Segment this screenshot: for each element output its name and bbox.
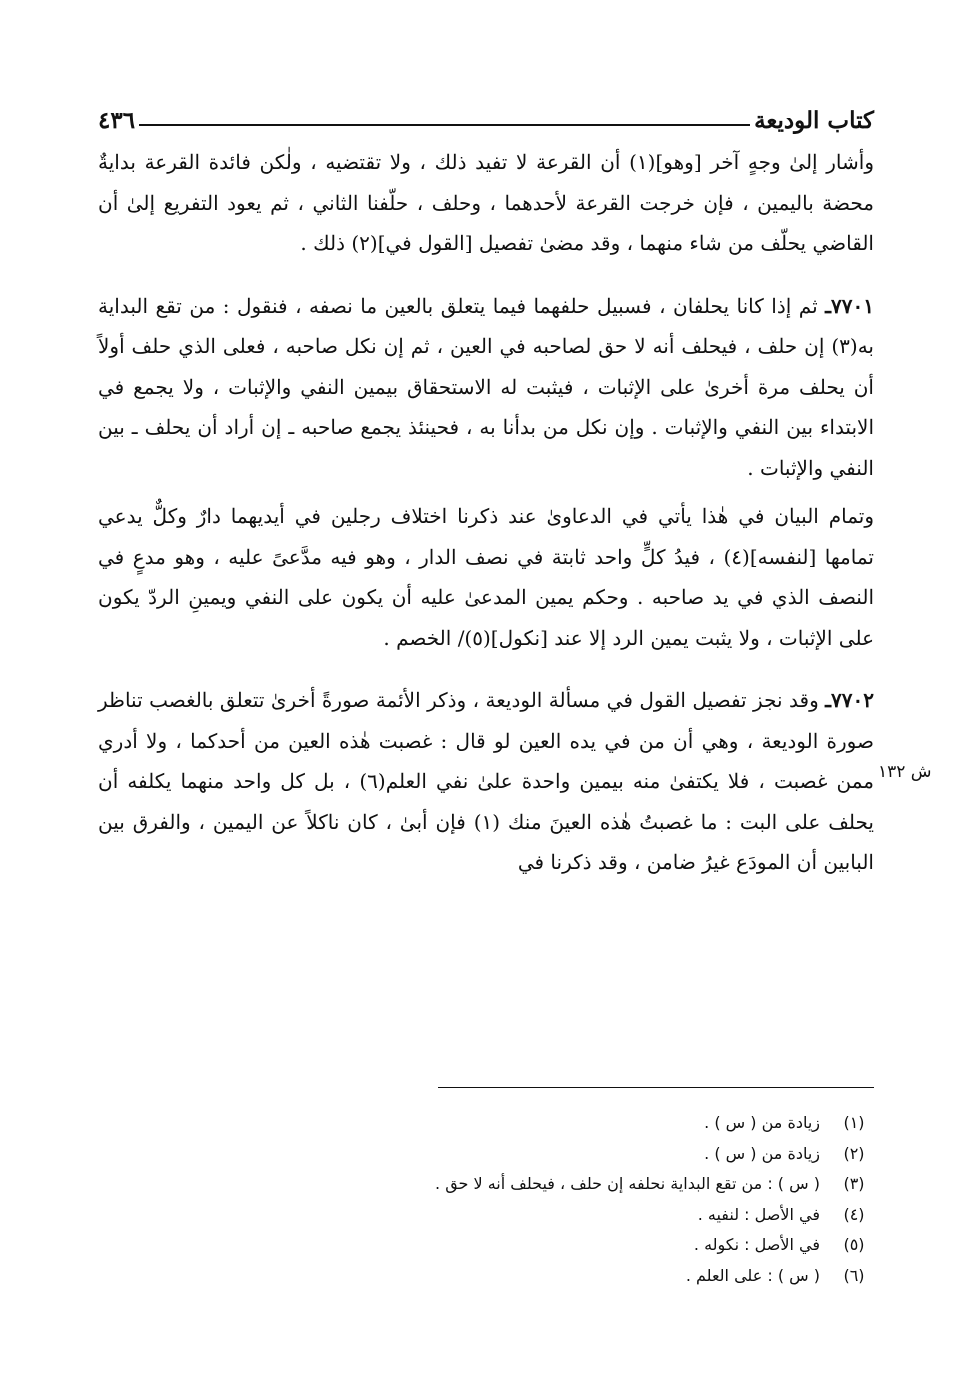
footnote xyxy=(200,1108,874,1139)
footnotes xyxy=(200,1108,874,1291)
header-rule xyxy=(139,123,750,126)
footnote-text: ( س ) : على العلم . xyxy=(685,1265,820,1285)
footnote-text: زيادة من ( س ) . xyxy=(704,1143,820,1163)
footnote xyxy=(200,1169,874,1200)
main-text xyxy=(98,142,874,883)
footnote-text: ( س ) : من تقع البداية نحلفه إن حلف ، فيحلف أنه لا حق . xyxy=(435,1174,820,1193)
paragraph-text: وأشار إلىٰ وجهٍ آخر [وهو](١) أن القرعة لا تفيد ذلك ، ولا تقتضيه ، ولٰكن فائدة القرعة بدايةٌ محضة باليمين ، فإن خرجت القرعة لأحدهما ، وحلف ، حلّفنا الثاني ، ثم يعود التفريع إلىٰ أن القاضي يحلّف من شاء منهما ، وقد مضىٰ تفصيل [القول في](٢) ذلك . xyxy=(98,150,874,255)
footnote-text: في الأصل : نكوله . xyxy=(693,1235,820,1254)
paragraph xyxy=(98,496,874,658)
page-number: ٤٣٦ xyxy=(98,107,136,134)
footnote-number: (٢) xyxy=(843,1143,865,1163)
footnote-number: (٥) xyxy=(843,1235,865,1254)
footnote xyxy=(200,1261,874,1292)
paragraph xyxy=(98,142,874,264)
page-header xyxy=(98,92,874,132)
footnote-number: (٣) xyxy=(843,1174,865,1193)
paragraph xyxy=(98,680,874,883)
margin-manuscript-ref: ش ١٣٢ xyxy=(878,762,932,782)
footnote-number: (٤) xyxy=(843,1204,865,1224)
paragraph xyxy=(98,286,874,489)
paragraph-text: ثم إذا كانا يحلفان ، فسبيل حلفهما فيما يتعلق بالعين ما نصفه ، فنقول : من تقع البداية به(٣) إن حلف ، فيحلف أنه لا حق لصاحبه في العين ، ثم إن نكل صاحبه ، فعلى الذي حلف أولاً أن يحلف مرة أخرىٰ على الإثبات ، فيثبت له الاستحقاق بيمين النفي والإثبات ، ولا يجمع في الابتداء بين النفي والإثبات . وإن نكل من بدأنا به ، فحينئذ يجمع صاحبه ـ إن أراد أن يحلف ـ بين النفي والإثبات . xyxy=(98,293,874,480)
paragraph-text: وتمام البيان في هٰذا يأتي في الدعاوىٰ عند ذكرنا اختلاف رجلين في أيديهما دارٌ وكلٌّ يدعي تمامها [لنفسه](٤) ، فيدُ كلٍّ واحد ثابتة في نصف الدار ، وهو فيه مدَّعىً عليه ، وهو مدعٍ في النصف الذي في يد صاحبه . وحكم يمين المدعىٰ عليه أن يكون على النفي ويمينِ الردّ يكون على الإثبات ، ولا يثبت يمين الرد إلا عند [نكول](٥)/ الخصم . xyxy=(98,504,874,650)
footnote-separator xyxy=(438,1087,874,1088)
book-title: كتاب الوديعة xyxy=(754,107,874,134)
footnote xyxy=(200,1230,874,1261)
footnote-number: (١) xyxy=(843,1113,865,1132)
footnote xyxy=(200,1200,874,1231)
paragraph-number: ٧٧٠٢ـ xyxy=(825,688,874,712)
paragraph-text: وقد نجز تفصيل القول في مسألة الوديعة ، وذكر الأئمة صورةً أخرىٰ تتعلق بالغصب تناظر صورة الوديعة ، وهي أن من في يده العين لو قال : غصبت هٰذه العين من أحدكما ، ولا أدري ممن غصبت ، فلا يكتفىٰ منه بيمين واحدة علىٰ نفي العلم(٦) ، بل كل واحد منهما يكلفه أن يحلف على البت : ما غصبتُ هٰذه العينَ منك (١) فإن أبىٰ ، كان ناكلاً عن اليمين ، والفرق بين البابين أن المودَع غيرُ ضامن ، وقد ذكرنا في xyxy=(98,688,874,874)
footnote-number: (٦) xyxy=(843,1265,865,1285)
paragraph-number: ٧٧٠١ـ xyxy=(825,293,874,318)
footnote xyxy=(200,1139,874,1170)
footnote-text: زيادة من ( س ) . xyxy=(704,1113,820,1132)
footnote-text: في الأصل : لنفيه . xyxy=(697,1204,820,1224)
